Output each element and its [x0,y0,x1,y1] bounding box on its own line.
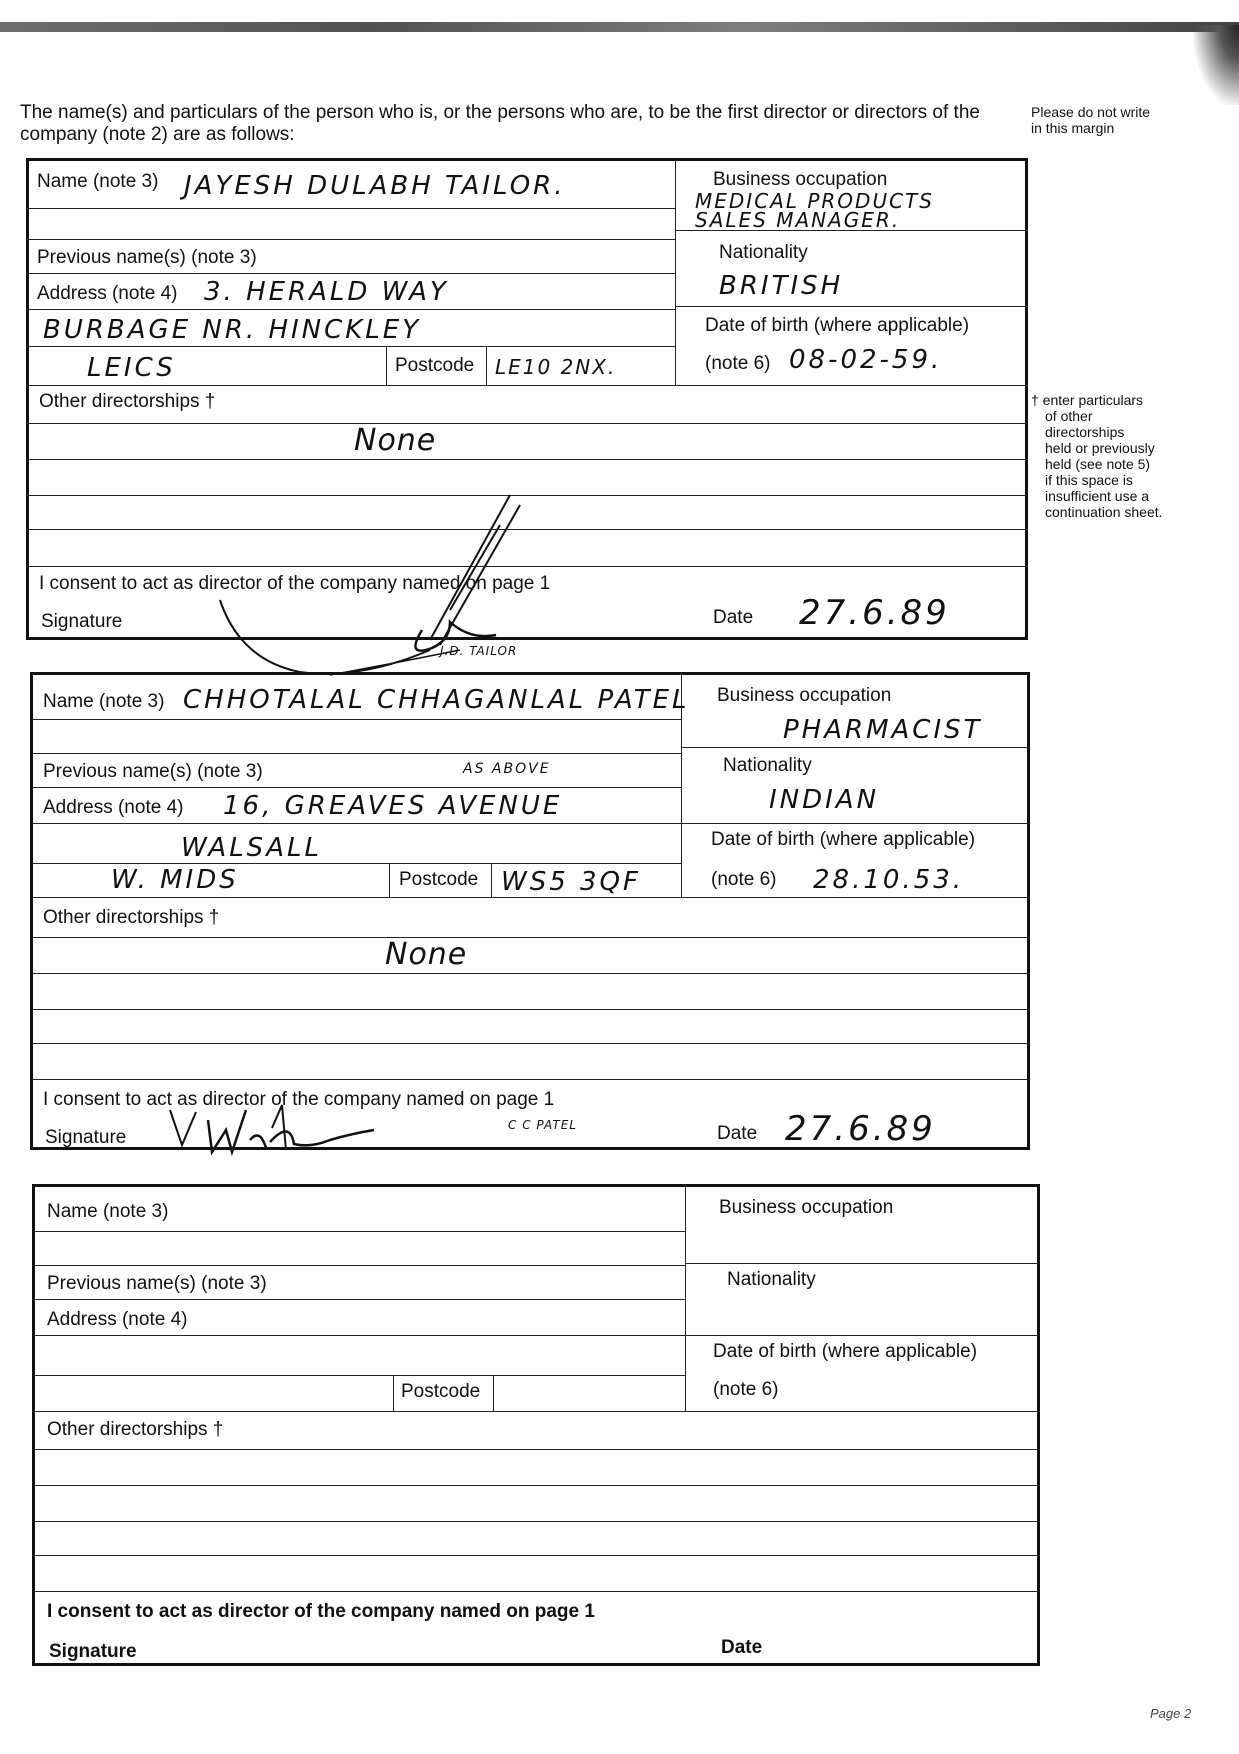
director-1-occupation-line2[interactable]: SALES MANAGER. [695,208,901,232]
page-number: Page 2 [1150,1706,1192,1721]
director-1-address-line3[interactable]: LEICS [87,353,176,383]
intro-text: The name(s) and particulars of the person who is, or the persons who are, to be the first director or directors of the company (note 2) are as follows: [20,102,980,145]
name-label: Name (note 3) [43,691,165,712]
dob-label: Date of birth (where applicable) [711,829,976,850]
name-label: Name (note 3) [37,171,159,192]
director-3-block [32,1184,1040,1666]
margin-note: Please do not write in this margin [1031,104,1151,136]
director-2-name[interactable]: CHHOTALAL CHHAGANLAL PATEL [183,685,690,715]
director-1-date[interactable]: 27.6.89 [799,593,950,633]
director-2-address-line2[interactable]: WALSALL [181,833,322,863]
address-label: Address (note 4) [43,797,184,818]
consent-text: I consent to act as director of the company named on page 1 [39,573,551,594]
director-2-other-directorships[interactable]: None [385,937,468,972]
director-1-postcode[interactable]: LE10 2NX. [495,355,617,379]
consent-text: I consent to act as director of the company named on page 1 [47,1601,595,1622]
business-occupation-label: Business occupation [719,1197,894,1218]
postcode-label: Postcode [395,355,475,376]
date-label: Date [717,1123,758,1144]
director-2-address-line1[interactable]: 16, GREAVES AVENUE [223,791,563,821]
previous-names-label: Previous name(s) (note 3) [37,247,257,268]
postcode-label: Postcode [399,869,479,890]
nationality-label: Nationality [727,1269,816,1290]
signature-label: Signature [45,1127,127,1148]
name-label: Name (note 3) [47,1201,169,1222]
scan-edge [0,22,1239,32]
consent-text: I consent to act as director of the company named on page 1 [43,1089,555,1110]
director-2-postcode[interactable]: WS5 3QF [501,867,641,897]
other-directorships-label: Other directorships † [39,391,216,412]
director-2-sig-note: C C PATEL [508,1118,577,1132]
other-directorships-label: Other directorships † [47,1419,224,1440]
business-occupation-label: Business occupation [717,685,892,706]
scan-smudge [1194,25,1239,105]
director-1-address-line1[interactable]: 3. HERALD WAY [204,277,449,307]
directorships-note: † enter particulars of other directorships held or previously held (see note 5) if this space is insufficient use a continuation sheet. [1031,392,1163,520]
director-2-dob[interactable]: 28.10.53. [813,865,965,895]
director-1-address-line2[interactable]: BURBAGE NR. HINCKLEY [43,315,422,345]
director-2-date[interactable]: 27.6.89 [785,1109,936,1149]
business-occupation-label: Business occupation [713,169,888,190]
nationality-label: Nationality [723,755,812,776]
address-label: Address (note 4) [47,1309,188,1330]
postcode-label: Postcode [401,1381,481,1402]
director-2-occupation[interactable]: PHARMACIST [783,715,983,745]
director-1-occupation-line1[interactable]: MEDICAL PRODUCTS [695,189,934,213]
previous-names-label: Previous name(s) (note 3) [47,1273,267,1294]
other-directorships-label: Other directorships † [43,907,220,928]
director-2-block [30,672,1030,1150]
director-1-other-directorships[interactable]: None [354,423,437,458]
dob-label: Date of birth (where applicable) [713,1341,978,1362]
previous-names-label: Previous name(s) (note 3) [43,761,263,782]
director-2-previous-names[interactable]: AS ABOVE [463,761,551,777]
director-1-sig-note: J.D. TAILOR [440,644,518,658]
dob-label: Date of birth (where applicable) [705,315,970,336]
address-label: Address (note 4) [37,283,178,304]
director-2-signature [160,1100,380,1180]
date-label: Date [721,1637,763,1658]
date-label: Date [713,607,754,628]
director-2-nationality[interactable]: INDIAN [769,785,880,815]
director-1-name[interactable]: JAYESH DULABH TAILOR. [184,171,566,201]
dob-note-label: (note 6) [711,869,777,890]
director-2-address-line3[interactable]: W. MIDS [111,865,239,895]
director-1-nationality[interactable]: BRITISH [719,271,844,301]
director-1-dob[interactable]: 08-02-59. [789,345,943,375]
dob-note-label: (note 6) [705,353,771,374]
dob-note-label: (note 6) [713,1379,779,1400]
signature-label: Signature [41,611,123,632]
signature-label: Signature [49,1641,137,1662]
nationality-label: Nationality [719,242,808,263]
